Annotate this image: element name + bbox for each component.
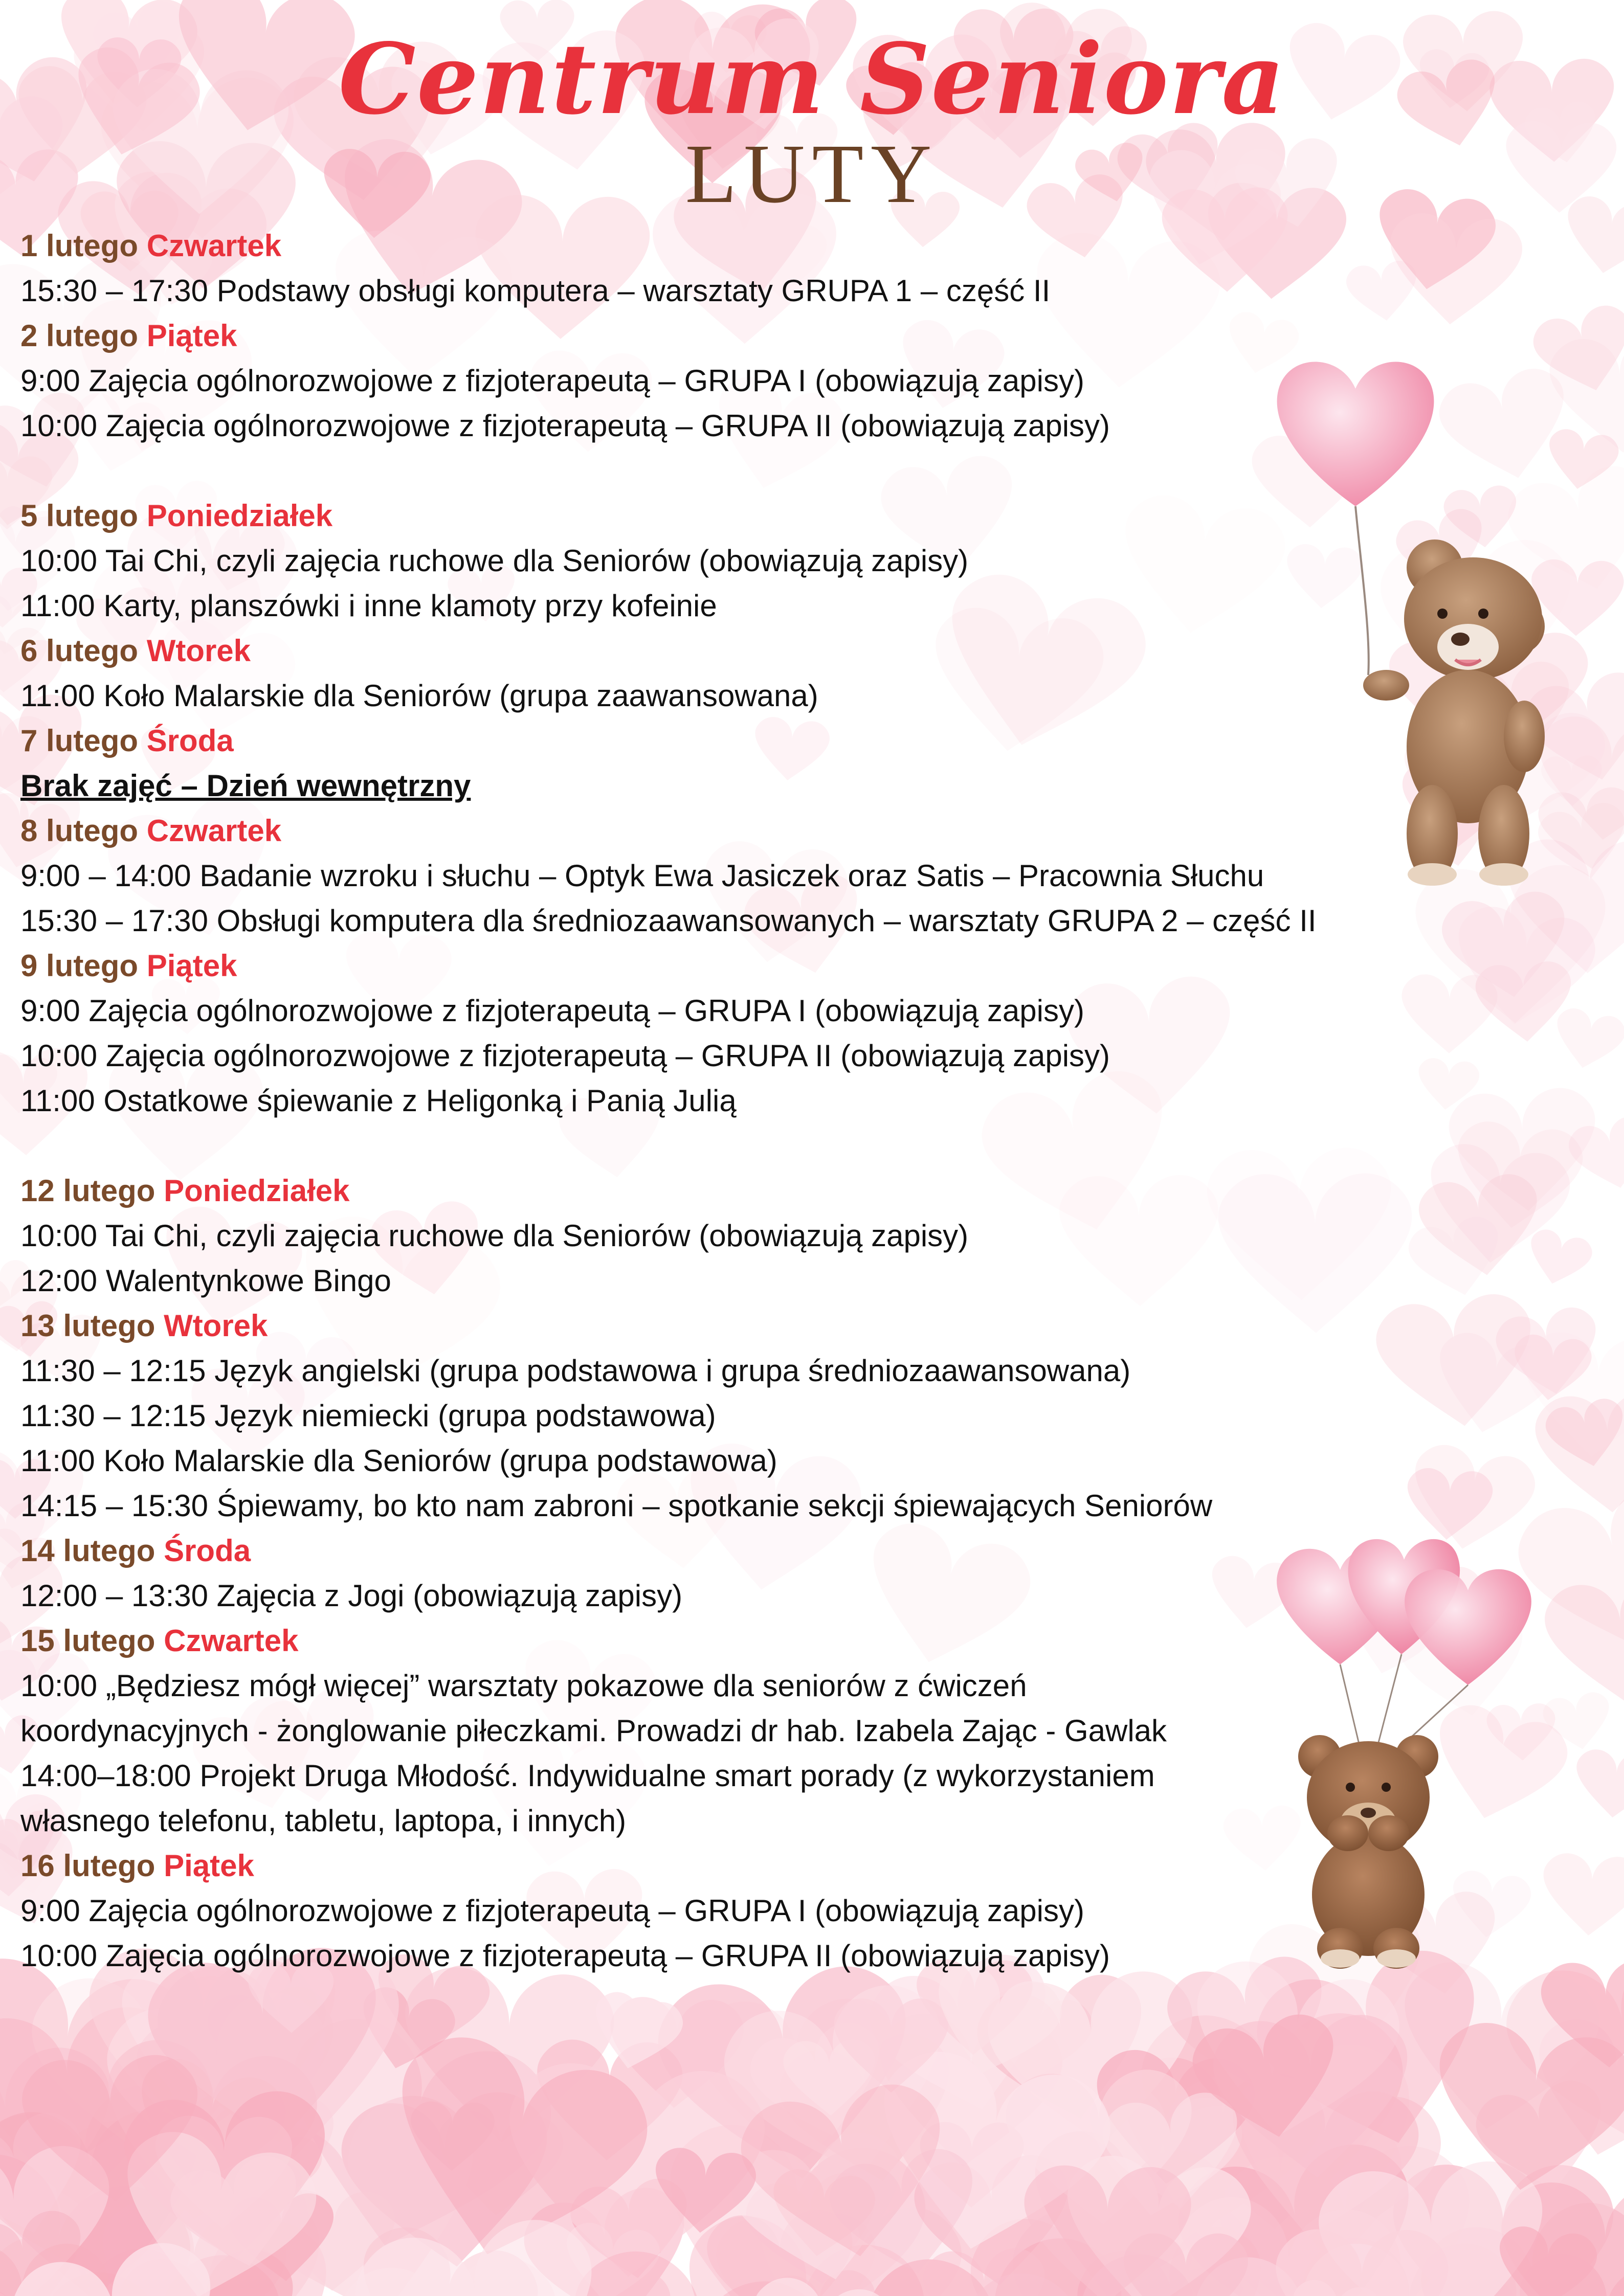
day-heading: [20, 223, 1606, 268]
event-line: 10:00 Zajęcia ogólnorozwojowe z fizjoterapeutą – GRUPA II (obowiązują zapisy): [20, 1939, 1110, 1973]
day-heading: [20, 943, 1606, 988]
event-line: 11:00 Koło Malarskie dla Seniorów (grupa zaawansowana): [20, 679, 818, 713]
no-classes-notice: Brak zajęć – Dzień wewnętrzny: [20, 769, 471, 803]
day-heading: [20, 1843, 1606, 1888]
schedule: [20, 223, 1606, 1978]
event-line: 11:30 – 12:15 Język niemiecki (grupa podstawowa): [20, 1399, 716, 1433]
day-weekday: Środa: [164, 1534, 251, 1568]
event-line: 12:00 – 13:30 Zajęcia z Jogi (obowiązują zapisy): [20, 1579, 683, 1613]
day-heading: [20, 1528, 1606, 1573]
day-date: 14 lutego: [20, 1534, 155, 1568]
day-weekday: Poniedziałek: [164, 1174, 350, 1208]
day-date: 12 lutego: [20, 1174, 155, 1208]
day-date: 7 lutego: [20, 724, 139, 758]
day-date: 13 lutego: [20, 1309, 155, 1343]
event-line: 10:00 Tai Chi, czyli zajęcia ruchowe dla Seniorów (obowiązują zapisy): [20, 544, 969, 578]
event-line: 10:00 Zajęcia ogólnorozwojowe z fizjoterapeutą – GRUPA II (obowiązują zapisy): [20, 1039, 1110, 1073]
page-title: Centrum Seniora: [338, 22, 1286, 136]
day-weekday: Piątek: [146, 319, 237, 353]
event-line: 12:00 Walentynkowe Bingo: [20, 1264, 391, 1298]
event-line: 11:00 Karty, planszówki i inne klamoty przy kofeinie: [20, 589, 717, 623]
event-line: 10:00 Tai Chi, czyli zajęcia ruchowe dla Seniorów (obowiązują zapisy): [20, 1219, 969, 1253]
day-weekday: Czwartek: [164, 1624, 299, 1658]
event-line: 11:00 Ostatkowe śpiewanie z Heligonką i Panią Julią: [20, 1084, 737, 1118]
event-line: koordynacyjnych - żonglowanie piłeczkami. Prowadzi dr hab. Izabela Zając - Gawlak: [20, 1714, 1167, 1748]
day-heading: [20, 628, 1606, 673]
day-heading: [20, 1303, 1606, 1348]
day-date: 15 lutego: [20, 1624, 155, 1658]
event-line: 9:00 Zajęcia ogólnorozwojowe z fizjoterapeutą – GRUPA I (obowiązują zapisy): [20, 994, 1084, 1028]
event-line: 11:30 – 12:15 Język angielski (grupa podstawowa i grupa średniozaawansowana): [20, 1354, 1131, 1388]
day-heading: [20, 718, 1606, 763]
day-weekday: Poniedziałek: [146, 499, 333, 533]
day-heading: [20, 1618, 1606, 1663]
event-line: 15:30 – 17:30 Obsługi komputera dla średniozaawansowanych – warsztaty GRUPA 2 – część II: [20, 904, 1317, 938]
day-date: 6 lutego: [20, 634, 139, 668]
day-weekday: Środa: [146, 724, 234, 758]
event-line: 10:00 Zajęcia ogólnorozwojowe z fizjoterapeutą – GRUPA II (obowiązują zapisy): [20, 409, 1110, 443]
day-date: 5 lutego: [20, 499, 139, 533]
month-subtitle: LUTY: [685, 127, 939, 220]
day-date: 16 lutego: [20, 1849, 155, 1883]
day-weekday: Piątek: [146, 949, 237, 983]
day-weekday: Czwartek: [146, 814, 282, 848]
day-heading: [20, 1168, 1606, 1213]
day-date: 9 lutego: [20, 949, 139, 983]
day-date: 1 lutego: [20, 229, 139, 263]
event-line: 11:00 Koło Malarskie dla Seniorów (grupa podstawowa): [20, 1444, 777, 1478]
day-weekday: Piątek: [164, 1849, 254, 1883]
event-line: 9:00 – 14:00 Badanie wzroku i słuchu – Optyk Ewa Jasiczek oraz Satis – Pracownia Słuchu: [20, 859, 1264, 893]
event-line: 9:00 Zajęcia ogólnorozwojowe z fizjoterapeutą – GRUPA I (obowiązują zapisy): [20, 364, 1084, 398]
spacer: [20, 1123, 1606, 1168]
event-line: 10:00 „Będziesz mógł więcej” warsztaty pokazowe dla seniorów z ćwiczeń: [20, 1669, 1027, 1703]
spacer: [20, 448, 1606, 493]
event-line: 9:00 Zajęcia ogólnorozwojowe z fizjoterapeutą – GRUPA I (obowiązują zapisy): [20, 1894, 1084, 1928]
day-heading: [20, 493, 1606, 538]
event-line: 15:30 – 17:30 Podstawy obsługi komputera – warsztaty GRUPA 1 – część II: [20, 274, 1051, 308]
day-date: 8 lutego: [20, 814, 139, 848]
day-weekday: Wtorek: [146, 634, 251, 668]
event-line: 14:15 – 15:30 Śpiewamy, bo kto nam zabroni – spotkanie sekcji śpiewających Seniorów: [20, 1489, 1213, 1523]
event-line: 14:00–18:00 Projekt Druga Młodość. Indywidualne smart porady (z wykorzystaniem: [20, 1759, 1155, 1793]
day-weekday: Czwartek: [146, 229, 282, 263]
event-line: własnego telefonu, tabletu, laptopa, i innych): [20, 1804, 627, 1838]
day-date: 2 lutego: [20, 319, 139, 353]
day-heading: [20, 313, 1606, 358]
day-heading: [20, 808, 1606, 853]
day-weekday: Wtorek: [164, 1309, 268, 1343]
